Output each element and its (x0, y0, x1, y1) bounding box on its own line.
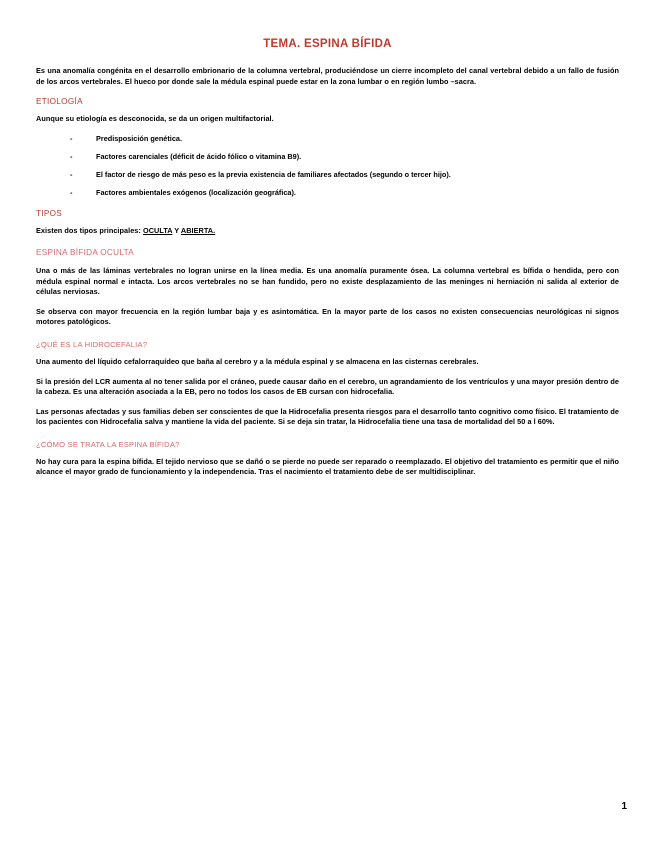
tipos-paragraph (36, 226, 619, 237)
list-item: - El factor de riesgo de más peso es la previa existencia de familiares afectados (segundo o tercer hijo). (70, 170, 619, 180)
tipos-lead: Existen dos tipos principales: (36, 225, 143, 235)
section-heading-tratamiento: ¿CÓMO SE TRATA LA ESPINA BÍFIDA? (36, 439, 180, 449)
section-heading-hidrocefalia: ¿QUÉ ES LA HIDROCEFALIA? (36, 340, 148, 350)
hidrocefalia-paragraph-1: Una aumento del líquido cefalorraquídeo que baña al cerebro y a la médula espinal y se almacena en las cisternas cerebrales. (36, 357, 479, 367)
oculta-paragraph-2: Se observa con mayor frecuencia en la región lumbar baja y es asintomática. En la mayor parte de los casos no existen consecuencias neurológicas ni signos motores patológicos. (36, 306, 619, 327)
page-title: TEMA. ESPINA BÍFIDA (263, 38, 392, 50)
section-heading-tipos: TIPOS (36, 208, 63, 218)
list-item: - Factores carenciales (déficit de ácido fólico o vitamina B9). (70, 152, 619, 162)
tipo-abierta-label: ABIERTA. (180, 225, 216, 235)
section-heading-etiologia: ETIOLOGÍA (36, 97, 83, 107)
etiologia-paragraph: Aunque su etiología es desconocida, se da un origen multifactorial. (36, 114, 274, 124)
hidrocefalia-paragraph-3: Las personas afectadas y sus familias deben ser conscientes de que la Hidrocefalia presenta riesgos para el desarrollo tanto cognitivo como físico. El tratamiento de los pacientes con Hidrocefalia salva y mantiene la vida del paciente. Si se deja sin tratar, la Hidrocefalia tiene una tasa de mortalidad del 50 a l 60%. (36, 406, 619, 427)
tratamiento-paragraph-1: No hay cura para la espina bífida. El tejido nervioso que se dañó o se pierde no puede ser reparado o reemplazado. El objetivo del tratamiento es permitir que el niño alcance el mayor grado de funcionamiento y la independencia. Tras el nacimiento el tratamiento debe de ser multidisciplinar. (36, 456, 619, 477)
oculta-paragraph-1: Una o más de las láminas vertebrales no logran unirse en la línea media. Es una anomalía puramente ósea. La columna vertebral es bífida o hendida, pero con médula espinal normal e intacta. Los arcos vertebrales no se han fundido, pero no existe desplazamiento de las meninges ni herniación ni salida al exterior de células nerviosas. (36, 266, 619, 297)
section-heading-espina-bifida-oculta: ESPINA BÍFIDA OCULTA (36, 248, 135, 258)
tipos-conjunction: Y (172, 225, 181, 235)
intro-paragraph: Es una anomalía congénita en el desarrollo embrionario de la columna vertebral, produciéndose un cierre incompleto del canal vertebral debido a un fallo de fusión de los arcos vertebrales. El hueco por donde sale la médula espinal puede estar en la zona lumbar o en región lumbo –sacra. (36, 66, 619, 86)
etiologia-list (36, 134, 619, 199)
tipo-oculta-label: OCULTA (142, 225, 173, 235)
hidrocefalia-paragraph-2: Si la presión del LCR aumenta al no tener salida por el cráneo, puede causar daño en el cerebro, un agrandamiento de los ventrículos y una mayor presión dentro de la cabeza. Es una alteración asociada a la EB, pero no todos los casos de EB cursan con hidrocefalia. (36, 376, 619, 397)
list-item: - Predisposición genética. (70, 134, 619, 144)
list-item: - Factores ambientales exógenos (localización geográfica). (70, 188, 619, 198)
page-number: 1 (621, 801, 627, 812)
